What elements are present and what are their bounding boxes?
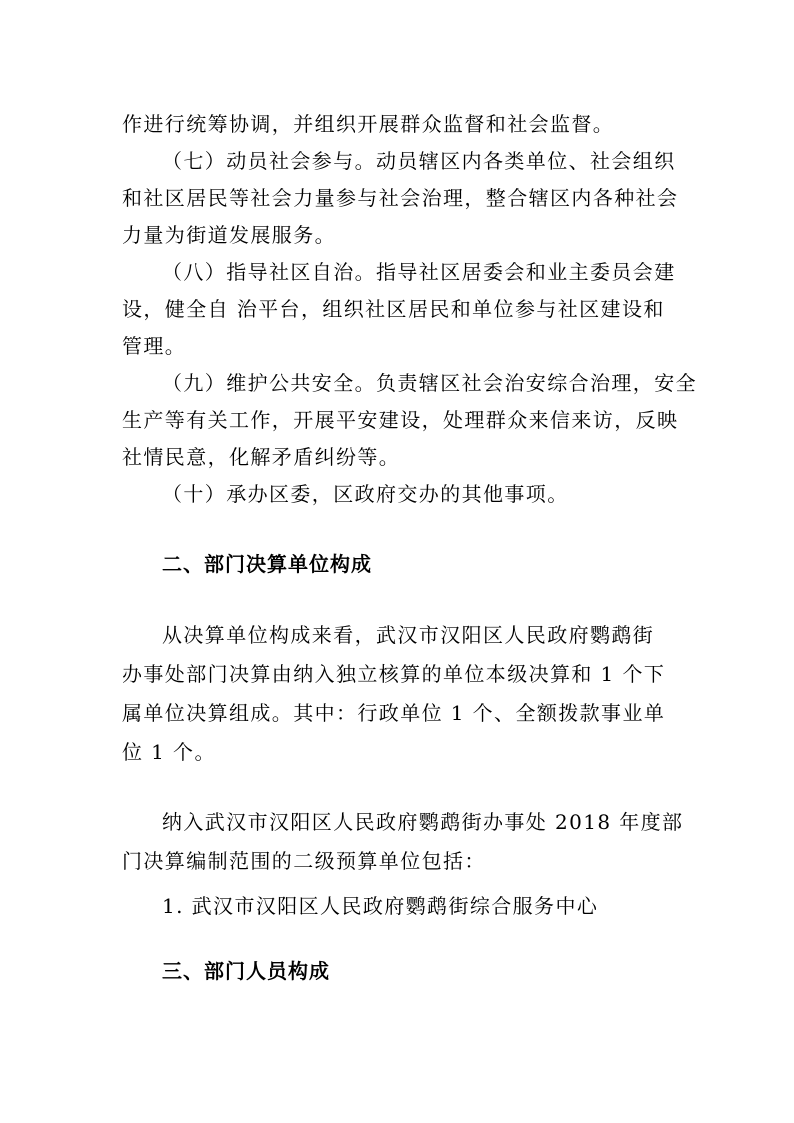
body-text-line: 设，健全自 治平台，组织社区居民和单位参与社区建设和	[122, 297, 665, 321]
body-text-line: （七）动员社会参与。动员辖区内各类单位、社会组织	[162, 149, 676, 173]
list-item: 1. 武汉市汉阳区人民政府鹦鹉街综合服务中心	[162, 894, 599, 918]
body-text-line: 和社区居民等社会力量参与社会治理，整合辖区内各种社会	[122, 186, 679, 210]
body-text-line: 管理。	[122, 334, 187, 358]
body-text-line: 生产等有关工作，开展平安建设，处理群众来信来访，反映	[122, 408, 679, 432]
body-text-line: 纳入武汉市汉阳区人民政府鹦鹉街办事处 2018 年度部	[162, 810, 684, 834]
body-text-line: 力量为街道发展服务。	[122, 223, 336, 247]
body-text-line: 属单位决算组成。其中：行政单位 1 个、全额拨款事业单	[122, 701, 666, 725]
body-text-line: 作进行统筹协调，并组织开展群众监督和社会监督。	[122, 112, 615, 136]
body-text-line: 办事处部门决算由纳入独立核算的单位本级决算和 1 个下	[122, 662, 666, 686]
body-text-line: 位 1 个。	[122, 740, 216, 764]
body-text-line: 社情民意，化解矛盾纠纷等。	[122, 445, 401, 469]
body-text-line: （八）指导社区自治。指导社区居委会和业主委员会建	[162, 260, 676, 284]
body-text-line: 从决算单位构成来看，武汉市汉阳区人民政府鹦鹉街	[162, 623, 655, 647]
section-heading: 三、部门人员构成	[162, 959, 330, 983]
body-text-line: （九）维护公共安全。负责辖区社会治安综合治理，安全	[162, 371, 697, 395]
section-heading: 二、部门决算单位构成	[162, 552, 372, 576]
body-text-line: 门决算编制范围的二级预算单位包括：	[122, 849, 486, 873]
body-text-line: （十）承办区委，区政府交办的其他事项。	[162, 482, 569, 506]
